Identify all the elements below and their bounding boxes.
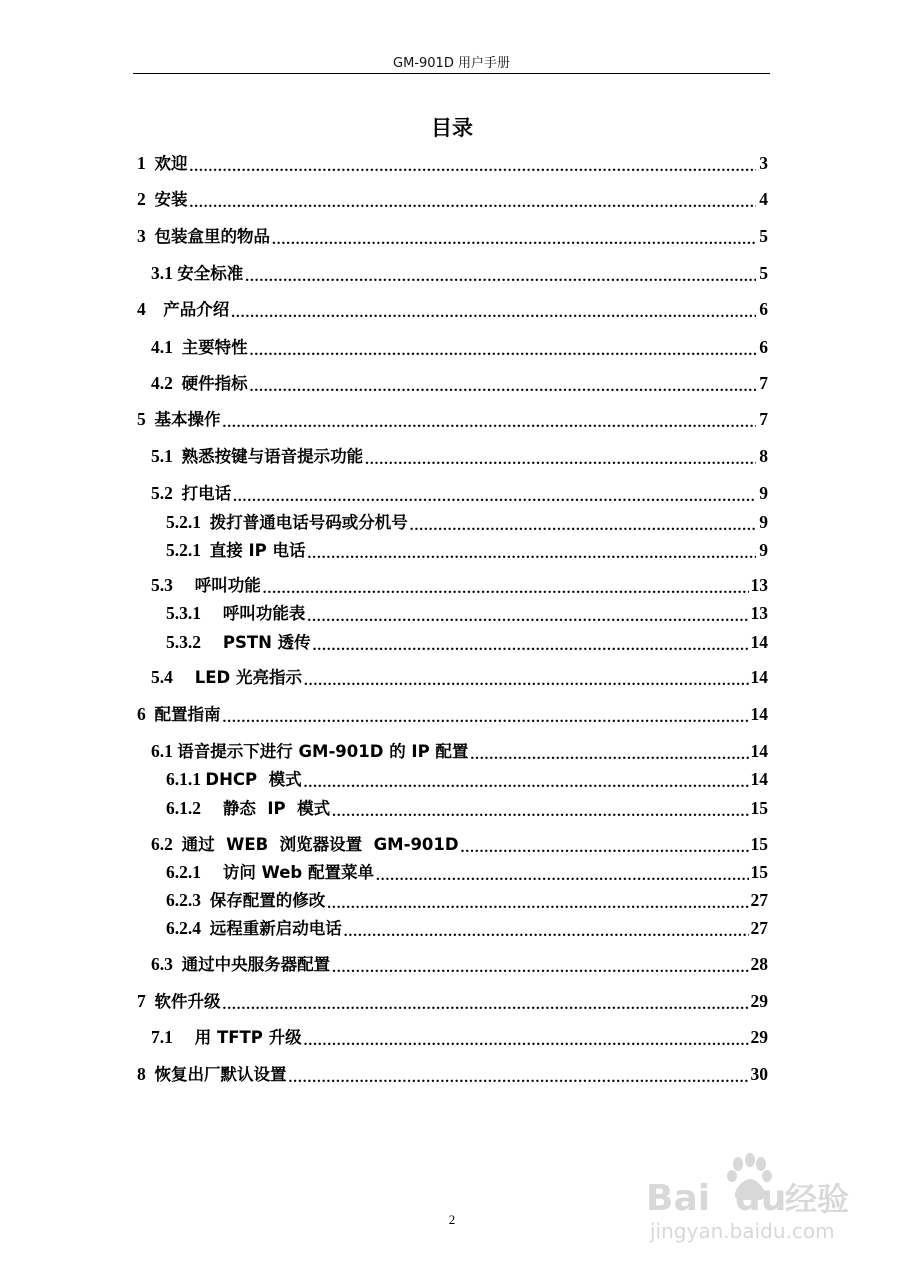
- toc-entry: [166, 795, 768, 819]
- toc-entry-number: 7: [137, 991, 155, 1011]
- toc-entry-number: 6.2.1: [166, 862, 223, 882]
- toc-entry-number: 1: [137, 153, 155, 173]
- toc-entry-page: 4: [759, 189, 768, 209]
- toc-entry-number: 3.1: [151, 263, 178, 283]
- baidu-jingyan-watermark: [640, 1150, 860, 1250]
- toc-entry-page: 9: [759, 512, 768, 532]
- toc-entry-title: 欢迎: [154, 154, 188, 173]
- toc-entry-title: DHCP 模式: [205, 770, 302, 789]
- toc-entry-number: 6.3: [151, 954, 182, 974]
- toc-entry-number: 3: [137, 226, 155, 246]
- toc-dot-leader: [190, 190, 757, 210]
- toc-dot-leader: [223, 992, 749, 1012]
- toc-entry-number: 5.2.1: [166, 512, 210, 532]
- toc-entry: [151, 443, 768, 467]
- toc-entry: [151, 831, 768, 855]
- toc-dot-leader: [327, 891, 748, 911]
- toc-entry-title: 远程重新启动电话: [209, 919, 342, 938]
- toc-dot-leader: [231, 300, 756, 320]
- toc-entry-title: 静态 IP 模式: [222, 799, 331, 818]
- toc-entry-title: 拨打普通电话号码或分机号: [209, 513, 408, 532]
- toc-dot-leader: [365, 447, 756, 467]
- toc-dot-leader: [332, 799, 748, 819]
- page-number: 2: [448, 1212, 456, 1227]
- toc-entry-title: 软件升级: [154, 992, 221, 1011]
- toc-entry-page: 14: [750, 632, 768, 652]
- toc-entry-title: 用 TFTP 升级: [194, 1028, 302, 1047]
- toc-entry-number: 6.1.1: [166, 769, 206, 789]
- toc-entry-page: 29: [750, 991, 768, 1011]
- toc-entry: [151, 1024, 768, 1048]
- toc-entry-page: 14: [750, 704, 768, 724]
- toc-dot-leader: [470, 742, 748, 762]
- toc-entry-number: 7.1: [151, 1027, 195, 1047]
- toc-entry-title: 硬件指标: [181, 374, 248, 393]
- toc-dot-leader: [461, 835, 749, 855]
- toc-entry-title: 安全标准: [177, 264, 244, 283]
- toc-entry-number: 6: [137, 704, 155, 724]
- toc-entry: [166, 887, 768, 911]
- toc-dot-leader: [307, 604, 748, 624]
- toc-entry-page: 8: [759, 446, 768, 466]
- toc-entry-page: 27: [750, 918, 768, 938]
- toc-entry-page: 14: [750, 769, 768, 789]
- toc-entry-page: 3: [759, 153, 768, 173]
- toc-entry-page: 14: [750, 667, 768, 687]
- toc-entry-number: 6.2.4: [166, 918, 210, 938]
- toc-dot-leader: [289, 1065, 749, 1085]
- svg-text:经验: 经验: [785, 1180, 850, 1218]
- toc-entry-page: 14: [750, 741, 768, 761]
- toc-entry-page: 9: [759, 483, 768, 503]
- toc-entry-page: 5: [759, 263, 768, 283]
- toc-entry-number: 8: [137, 1064, 155, 1084]
- toc-entry-page: 30: [750, 1064, 768, 1084]
- toc-entry: [166, 629, 768, 653]
- toc-entry-page: 5: [759, 226, 768, 246]
- toc-entry-page: 27: [750, 890, 768, 910]
- toc-entry-title: 基本操作: [154, 410, 221, 429]
- toc-entry: [166, 766, 768, 790]
- toc-dot-leader: [190, 154, 757, 174]
- toc-entry-number: 5.3: [151, 575, 195, 595]
- toc-entry-page: 28: [750, 954, 768, 974]
- toc-entry-title: 包装盒里的物品: [154, 227, 270, 246]
- toc-entry-title: 呼叫功能: [194, 576, 261, 595]
- toc-entry-title: 保存配置的修改: [209, 891, 326, 910]
- toc-dot-leader: [245, 264, 756, 284]
- toc-entry-title: 直接 IP 电话: [209, 541, 306, 560]
- toc-entry-page: 29: [750, 1027, 768, 1047]
- toc-entry-page: 6: [759, 337, 768, 357]
- toc-dot-leader: [307, 541, 756, 561]
- toc-entry-number: 4: [137, 299, 164, 319]
- toc-entry: [151, 572, 768, 596]
- toc-entry-page: 7: [759, 373, 768, 393]
- toc-entry-number: 6.2: [151, 834, 182, 854]
- toc-entry-number: 4.1: [151, 337, 182, 357]
- toc-entry: [151, 334, 768, 358]
- toc-entry-title: PSTN 透传: [222, 633, 311, 652]
- watermark-url-text: jingyan.baidu.com: [650, 1219, 835, 1243]
- toc-dot-leader: [376, 863, 749, 883]
- toc-entry: [137, 223, 768, 247]
- toc-dot-leader: [223, 705, 749, 725]
- toc-entry: [137, 150, 768, 174]
- toc-entry-title: 呼叫功能表: [222, 604, 306, 623]
- toc-entry: [166, 509, 768, 533]
- toc-entry: [151, 738, 768, 762]
- toc-entry-title: 熟悉按键与语音提示功能: [181, 447, 364, 466]
- toc-dot-leader: [304, 668, 749, 688]
- toc-entry-title: 产品介绍: [163, 300, 230, 319]
- toc-entry-title: 通过 WEB 浏览器设置 GM-901D: [181, 835, 459, 854]
- toc-entry: [137, 186, 768, 210]
- toc-dot-leader: [313, 633, 749, 653]
- toc-entry: [151, 480, 768, 504]
- toc-dot-leader: [250, 374, 756, 394]
- toc-entry: [166, 537, 768, 561]
- toc-dot-leader: [272, 227, 756, 247]
- toc-entry: [137, 988, 768, 1012]
- toc-entry-title: 主要特性: [181, 338, 248, 357]
- header-rule: [133, 73, 770, 74]
- toc-entry-number: 5.2.1: [166, 540, 210, 560]
- toc-dot-leader: [410, 513, 756, 533]
- toc-dot-leader: [304, 1028, 749, 1048]
- toc-entry-title: 打电话: [181, 484, 232, 503]
- toc-entry-title: 通过中央服务器配置: [181, 955, 331, 974]
- toc-entry-number: 6.1.2: [166, 798, 223, 818]
- toc-entry-number: 5.2: [151, 483, 182, 503]
- toc-entry-page: 9: [759, 540, 768, 560]
- toc-entry: [151, 260, 768, 284]
- toc-entry: [166, 600, 768, 624]
- toc-entry-page: 7: [759, 409, 768, 429]
- toc-entry-title: 配置指南: [154, 705, 221, 724]
- toc-entry-page: 15: [750, 862, 768, 882]
- toc-entry-page: 15: [750, 798, 768, 818]
- toc-entry-number: 5.1: [151, 446, 182, 466]
- toc-dot-leader: [344, 919, 749, 939]
- toc-dot-leader: [304, 770, 749, 790]
- toc-dot-leader: [332, 955, 748, 975]
- toc-entry: [166, 915, 768, 939]
- toc-entry-title: 语音提示下进行 GM-901D 的 IP 配置: [177, 742, 469, 761]
- toc-entry: [166, 859, 768, 883]
- toc-dot-leader: [223, 410, 757, 430]
- toc-entry-number: 6.2.3: [166, 890, 210, 910]
- toc-entry-page: 6: [759, 299, 768, 319]
- toc-entry-number: 5.3.2: [166, 632, 223, 652]
- svg-text:du: du: [735, 1178, 787, 1219]
- toc-entry-number: 5.4: [151, 667, 195, 687]
- toc-entry: [137, 701, 768, 725]
- toc-entry: [151, 370, 768, 394]
- toc-dot-leader: [233, 484, 756, 504]
- toc-entry-number: 4.2: [151, 373, 182, 393]
- toc-entry-page: 13: [750, 575, 768, 595]
- watermark-brand-text: Bai: [646, 1178, 711, 1219]
- toc-entry-title: 安装: [154, 190, 188, 209]
- running-header: GM-901D 用户手册: [393, 56, 510, 71]
- toc-entry: [137, 296, 768, 320]
- toc-dot-leader: [263, 576, 749, 596]
- toc-entry: [137, 1061, 768, 1085]
- toc-entry-number: 6.1: [151, 741, 178, 761]
- toc-entry: [151, 664, 768, 688]
- toc-entry-number: 5.3.1: [166, 603, 223, 623]
- toc-entry-page: 15: [750, 834, 768, 854]
- toc-entry-title: 访问 Web 配置菜单: [222, 863, 374, 882]
- toc-entry: [151, 951, 768, 975]
- toc-dot-leader: [250, 338, 756, 358]
- toc-title: 目录: [431, 116, 473, 140]
- toc-entry-title: 恢复出厂默认设置: [154, 1065, 287, 1084]
- toc-entry-title: LED 光亮指示: [194, 668, 302, 687]
- toc-entry-page: 13: [750, 603, 768, 623]
- toc-entry-number: 5: [137, 409, 155, 429]
- toc-entry-number: 2: [137, 189, 155, 209]
- toc-entry: [137, 406, 768, 430]
